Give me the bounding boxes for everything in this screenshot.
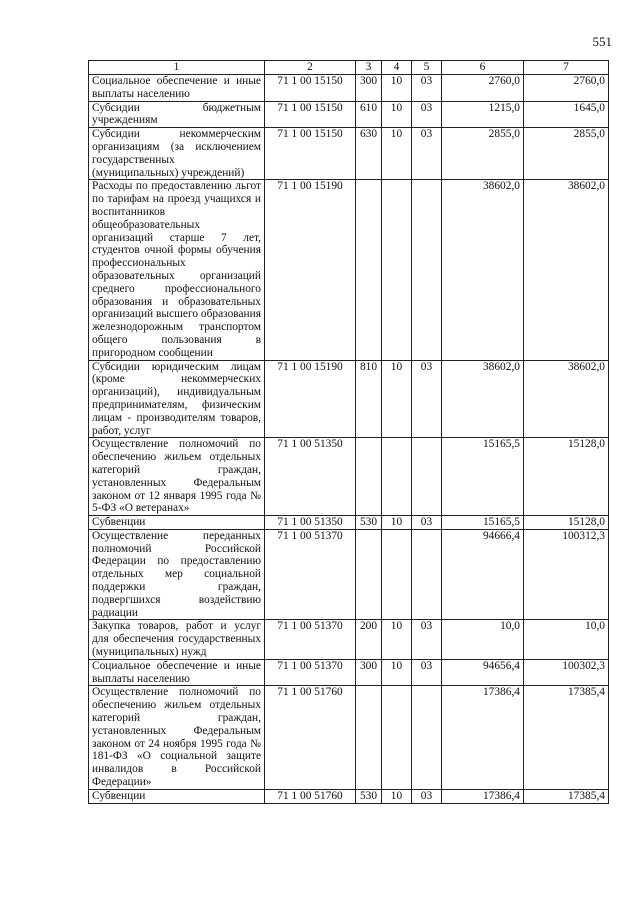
table-row [89,75,609,102]
row-pr: 03 [412,128,442,180]
column-header: 1 [89,61,265,75]
row-name: Социальное обеспечение и иные выплаты населению [89,75,265,102]
row-code: 71 1 00 51760 [265,789,356,803]
column-header: 7 [524,61,609,75]
row-pr: 03 [412,75,442,102]
column-header: 3 [356,61,382,75]
row-rz: 10 [382,659,412,686]
row-name: Расходы по предоставлению льгот по тарифам на проезд учащихся и воспитанников общеобразовательных организаций старше 7 лет, студентов очной формы обучения профессиональных образовательных организаций среднего профессионального образования и образовательных организаций высшего образования железнодорожным транспортом общего пользования в пригородном сообщении [89,180,265,360]
row-pr: 03 [412,659,442,686]
column-header: 4 [382,61,412,75]
row-vr [356,438,382,516]
row-value-2: 10,0 [524,620,609,659]
row-name: Осуществление полномочий по обеспечению жильем отдельных категорий граждан, установленных Федеральным законом от 24 ноября 1995 года № 181-ФЗ «О социальной защите инвалидов в Российской Федерации» [89,686,265,789]
table-row [89,101,609,128]
row-value-1: 17386,4 [442,789,524,803]
row-pr: 03 [412,516,442,530]
header-row [89,61,609,75]
row-value-2: 17385,4 [524,686,609,789]
row-value-2: 17385,4 [524,789,609,803]
row-name: Осуществление переданных полномочий Российской Федерации по предоставлению отдельных мер социальной поддержки граждан, подвергшихся воздействию радиации [89,529,265,620]
row-rz [382,180,412,360]
table-row [89,659,609,686]
row-code: 71 1 00 51350 [265,438,356,516]
row-code: 71 1 00 15150 [265,128,356,180]
row-rz: 10 [382,789,412,803]
budget-table [88,60,609,804]
row-value-2: 2760,0 [524,75,609,102]
page-number: 551 [592,34,612,49]
row-value-1: 38602,0 [442,360,524,438]
row-value-1: 38602,0 [442,180,524,360]
row-value-1: 1215,0 [442,101,524,128]
row-pr [412,686,442,789]
row-pr: 03 [412,789,442,803]
row-rz: 10 [382,101,412,128]
row-name: Субсидии юридическим лицам (кроме некоммерческих организаций), индивидуальным предпринимателям, физическим лицам - производителям товаров, работ, услуг [89,360,265,438]
row-code: 71 1 00 51350 [265,516,356,530]
row-code: 71 1 00 51370 [265,659,356,686]
table-row [89,620,609,659]
row-vr [356,180,382,360]
row-value-1: 15165,5 [442,516,524,530]
row-value-2: 15128,0 [524,516,609,530]
row-vr: 530 [356,789,382,803]
row-name: Субвенции [89,789,265,803]
table-row [89,516,609,530]
row-value-2: 15128,0 [524,438,609,516]
row-name: Осуществление полномочий по обеспечению жильем отдельных категорий граждан, установленных Федеральным законом от 12 января 1995 года № 5-ФЗ «О ветеранах» [89,438,265,516]
row-value-2: 100302,3 [524,659,609,686]
row-name: Социальное обеспечение и иные выплаты населению [89,659,265,686]
row-value-2: 38602,0 [524,180,609,360]
row-vr: 300 [356,659,382,686]
row-code: 71 1 00 15190 [265,180,356,360]
row-code: 71 1 00 15150 [265,75,356,102]
row-vr: 300 [356,75,382,102]
row-pr [412,529,442,620]
row-code: 71 1 00 51370 [265,529,356,620]
row-pr [412,180,442,360]
row-value-1: 94656,4 [442,659,524,686]
row-code: 71 1 00 51760 [265,686,356,789]
row-pr: 03 [412,360,442,438]
row-name: Субсидии некоммерческим организациям (за исключением государственных (муниципальных) учреждений) [89,128,265,180]
row-name: Субвенции [89,516,265,530]
row-code: 71 1 00 15150 [265,101,356,128]
table-row [89,686,609,789]
row-code: 71 1 00 15190 [265,360,356,438]
row-rz: 10 [382,75,412,102]
row-pr [412,438,442,516]
row-value-2: 2855,0 [524,128,609,180]
row-rz [382,686,412,789]
row-rz [382,529,412,620]
row-name: Субсидии бюджетным учреждениям [89,101,265,128]
row-code: 71 1 00 51370 [265,620,356,659]
row-vr: 530 [356,516,382,530]
row-value-2: 100312,3 [524,529,609,620]
row-value-1: 17386,4 [442,686,524,789]
row-value-1: 94666,4 [442,529,524,620]
column-header: 5 [412,61,442,75]
table-row [89,438,609,516]
row-rz: 10 [382,516,412,530]
row-vr: 610 [356,101,382,128]
table-row [89,128,609,180]
column-header: 6 [442,61,524,75]
row-rz [382,438,412,516]
row-pr: 03 [412,101,442,128]
table-row [89,180,609,360]
column-header: 2 [265,61,356,75]
row-rz: 10 [382,360,412,438]
row-value-1: 10,0 [442,620,524,659]
row-vr: 630 [356,128,382,180]
table-row [89,789,609,803]
row-rz: 10 [382,620,412,659]
row-value-2: 1645,0 [524,101,609,128]
row-value-1: 2855,0 [442,128,524,180]
row-vr: 200 [356,620,382,659]
row-value-1: 15165,5 [442,438,524,516]
row-vr: 810 [356,360,382,438]
row-name: Закупка товаров, работ и услуг для обеспечения государственных (муниципальных) нужд [89,620,265,659]
row-vr [356,686,382,789]
row-value-1: 2760,0 [442,75,524,102]
row-rz: 10 [382,128,412,180]
row-vr [356,529,382,620]
table-row [89,360,609,438]
row-value-2: 38602,0 [524,360,609,438]
row-pr: 03 [412,620,442,659]
table-row [89,529,609,620]
